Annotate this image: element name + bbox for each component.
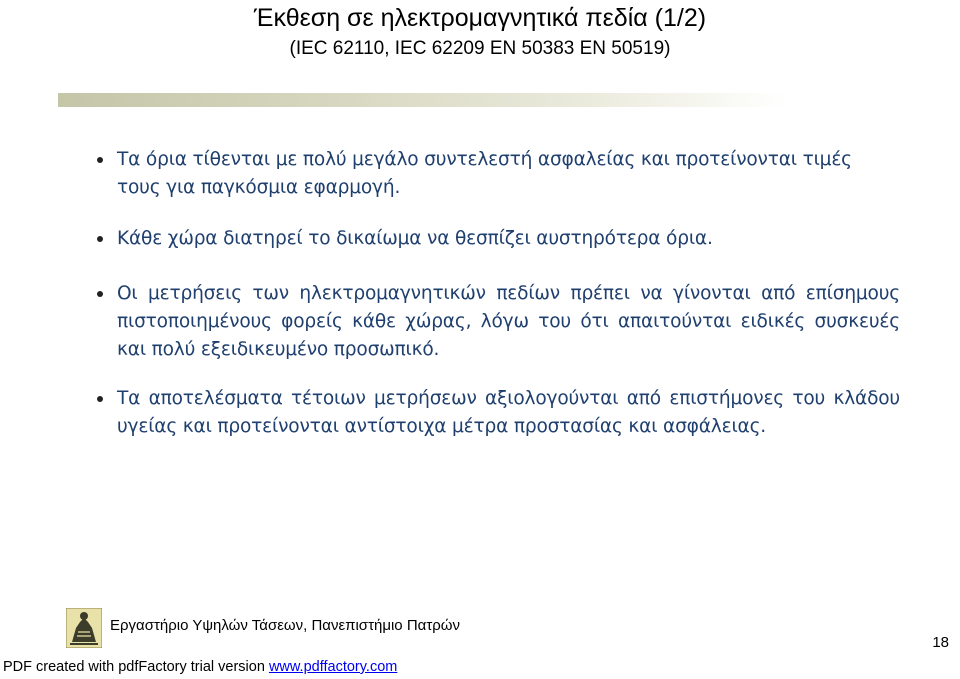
pdffactory-link[interactable]: www.pdffactory.com (268, 659, 398, 675)
university-logo-icon (66, 608, 102, 648)
bullet-text: Κάθε χώρα διατηρεί το δικαίωμα να θεσπίζει αυστηρότερα όρια. (117, 228, 713, 249)
bullet-dot-icon (97, 236, 103, 242)
page-number: 18 (932, 634, 949, 651)
slide-title: Έκθεση σε ηλεκτρομαγνητικά πεδία (1/2) (253, 4, 707, 32)
bullet-item (95, 385, 900, 441)
slide-subtitle: (IEC 62110, IEC 62209 EN 50383 EN 50519) (289, 38, 671, 59)
footer-institution: Εργαστήριο Υψηλών Τάσεων, Πανεπιστήμιο Πατρών (110, 617, 460, 634)
bullet-item (95, 225, 900, 253)
bullet-list (95, 146, 900, 441)
bullet-dot-icon (97, 291, 103, 297)
title-divider (58, 93, 788, 107)
bullet-text: Οι μετρήσεις των ηλεκτρομαγνητικών πεδίων πρέπει να γίνονται από επίσημους πιστοποιημένους φορείς κάθε χώρας, λόγω του ότι απαιτούνται ειδικές συσκευές και πολύ εξειδικευμένο προσωπικό. (117, 283, 900, 360)
pdf-creation-note (3, 659, 397, 675)
bullet-item (95, 146, 900, 202)
bullet-text: Τα αποτελέσματα τέτοιων μετρήσεων αξιολογούνται από επιστήμονες του κλάδου υγείας και προτείνονται αντίστοιχα μέτρα προστασίας και ασφάλειας. (117, 388, 900, 437)
bullet-dot-icon (97, 396, 103, 402)
bullet-text: Τα όρια τίθενται με πολύ μεγάλο συντελεστή ασφαλείας και προτείνονται τιμές τους για παγκόσμια εφαρμογή. (117, 149, 852, 198)
pdf-note-text: PDF created with pdfFactory trial version (3, 659, 269, 675)
bullet-item (95, 280, 900, 364)
bullet-dot-icon (97, 157, 103, 163)
